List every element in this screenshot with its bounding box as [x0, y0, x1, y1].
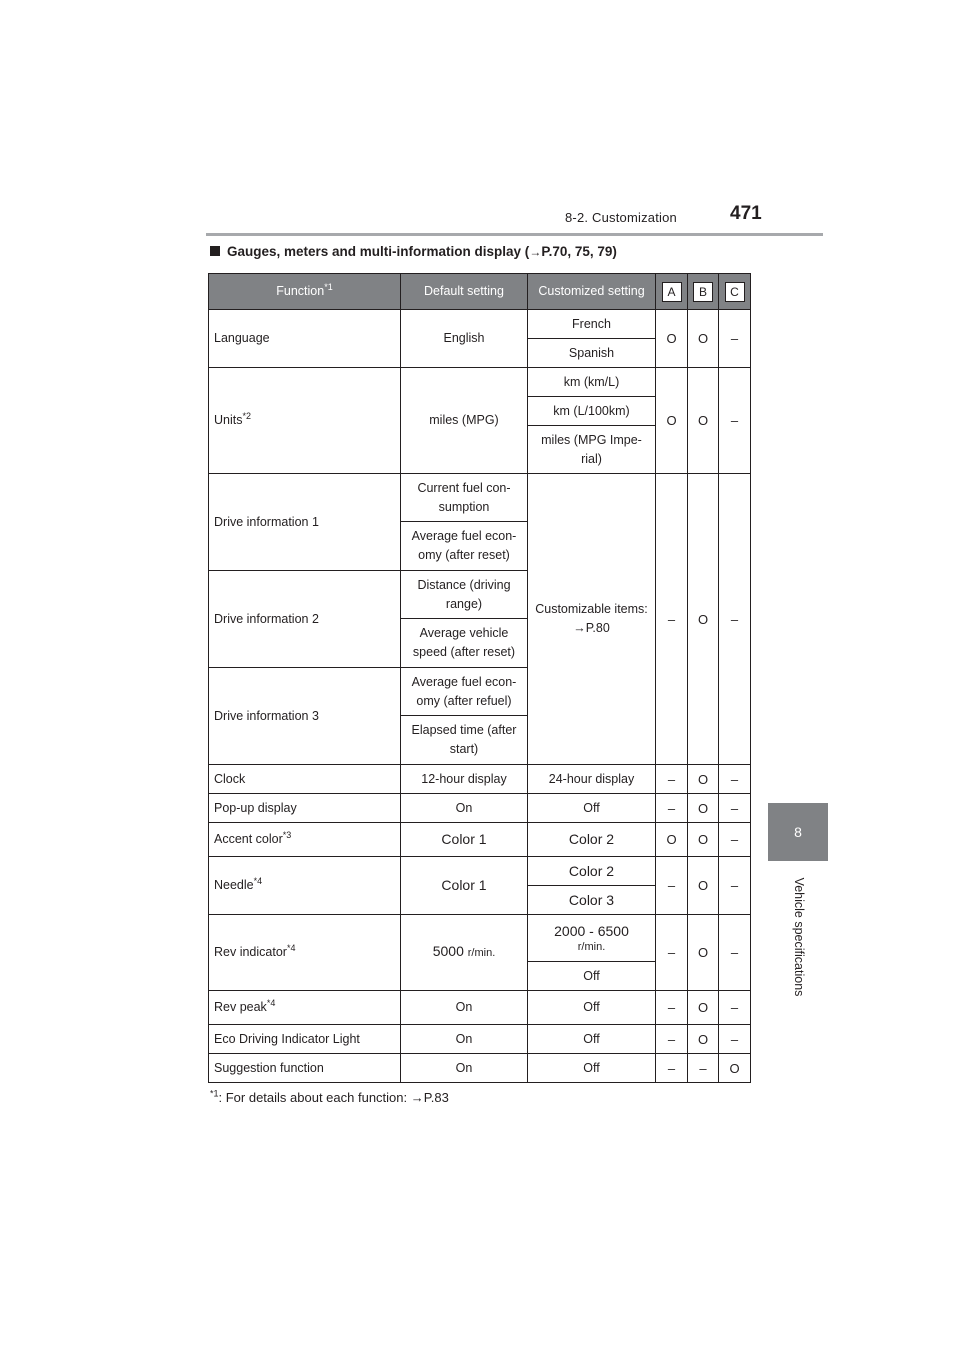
default-cell: On: [401, 1054, 528, 1083]
table-row: [209, 474, 751, 522]
custom-cell: miles (MPG Impe-rial): [528, 426, 656, 474]
default-cell: English: [401, 310, 528, 368]
table-row: [209, 368, 751, 397]
default-cell: Average fuel econ-omy (after reset): [401, 522, 528, 571]
mark-b: O: [688, 474, 719, 765]
custom-cell: Spanish: [528, 339, 656, 368]
header-default: Default setting: [401, 274, 528, 310]
custom-cell: Color 3: [528, 886, 656, 915]
header-c: C: [719, 274, 751, 310]
custom-cell: Off: [528, 794, 656, 823]
header-customized: Customized setting: [528, 274, 656, 310]
table-row: [209, 794, 751, 823]
mark-b: O: [688, 765, 719, 794]
mark-b: O: [688, 915, 719, 991]
table-row: [209, 1054, 751, 1083]
subsection-heading: [210, 244, 617, 259]
mark-c: –: [719, 991, 751, 1025]
arrow-icon: →: [410, 1090, 424, 1105]
function-cell: Drive information 3: [209, 668, 401, 765]
default-cell: 12-hour display: [401, 765, 528, 794]
default-cell: Current fuel con-sumption: [401, 474, 528, 522]
mark-c: –: [719, 474, 751, 765]
default-cell: On: [401, 794, 528, 823]
table-row: [209, 1025, 751, 1054]
function-cell: Drive information 1: [209, 474, 401, 571]
custom-cell: Customizable items: →P.80: [528, 474, 656, 765]
mark-c: –: [719, 310, 751, 368]
header-a: A: [656, 274, 688, 310]
custom-cell: km (L/100km): [528, 397, 656, 426]
table-row: [209, 857, 751, 886]
table-row: [209, 310, 751, 339]
function-cell: Accent color$^{*3}$: [209, 823, 401, 857]
mark-b: –: [688, 1054, 719, 1083]
function-cell: Language: [209, 310, 401, 368]
mark-a: –: [656, 1054, 688, 1083]
mark-a: –: [656, 857, 688, 915]
mark-c: –: [719, 1025, 751, 1054]
table-row: [209, 915, 751, 962]
function-cell: Eco Driving Indicator Light: [209, 1025, 401, 1054]
square-bullet-icon: [210, 246, 220, 256]
mark-a: –: [656, 794, 688, 823]
custom-cell: 24-hour display: [528, 765, 656, 794]
mark-c: –: [719, 823, 751, 857]
mark-b: O: [688, 794, 719, 823]
default-cell: Average vehicle speed (after reset): [401, 619, 528, 668]
mark-a: O: [656, 368, 688, 474]
function-cell: Suggestion function: [209, 1054, 401, 1083]
table-row: [209, 991, 751, 1025]
mark-a: –: [656, 474, 688, 765]
arrow-icon: →: [529, 245, 542, 259]
arrow-icon: →: [573, 621, 586, 635]
footnote-text: : For details about each function:: [218, 1090, 411, 1105]
custom-cell: Off: [528, 991, 656, 1025]
mark-a: –: [656, 765, 688, 794]
default-cell: Color 1: [401, 857, 528, 915]
header-b: B: [688, 274, 719, 310]
mark-b: O: [688, 991, 719, 1025]
mark-c: –: [719, 368, 751, 474]
mark-b: O: [688, 823, 719, 857]
customization-table: [208, 273, 751, 1083]
default-cell: Color 1: [401, 823, 528, 857]
mark-b: O: [688, 368, 719, 474]
footnote-mark: *1: [210, 1088, 219, 1099]
custom-cell: km (km/L): [528, 368, 656, 397]
chapter-number: 8: [794, 824, 802, 840]
default-cell: 5000 r/min.: [401, 915, 528, 991]
function-cell: Rev peak$^{*4}$: [209, 991, 401, 1025]
table-row: [209, 765, 751, 794]
custom-cell: Color 2: [528, 823, 656, 857]
default-cell: miles (MPG): [401, 368, 528, 474]
function-cell: Units$^{*2}$: [209, 368, 401, 474]
header-function: Function$^{*1}$: [209, 274, 401, 310]
mark-a: –: [656, 915, 688, 991]
page-number: 471: [730, 203, 762, 224]
default-cell: Elapsed time (after start): [401, 716, 528, 765]
custom-cell: Off: [528, 962, 656, 991]
mark-b: O: [688, 310, 719, 368]
mark-c: O: [719, 1054, 751, 1083]
footnote: [210, 1090, 449, 1105]
mark-c: –: [719, 765, 751, 794]
custom-cell: French: [528, 310, 656, 339]
custom-cell: Off: [528, 1025, 656, 1054]
mark-c: –: [719, 857, 751, 915]
table-row: [209, 823, 751, 857]
function-cell: Clock: [209, 765, 401, 794]
chapter-tab: [768, 803, 828, 861]
footnote-ref: P.83: [423, 1090, 449, 1105]
mark-a: O: [656, 310, 688, 368]
mark-b: O: [688, 857, 719, 915]
heading-refs: P.70, 75, 79): [541, 244, 617, 259]
default-cell: On: [401, 991, 528, 1025]
default-cell: On: [401, 1025, 528, 1054]
mark-c: –: [719, 915, 751, 991]
function-cell: Needle$^{*4}$: [209, 857, 401, 915]
function-cell: Pop-up display: [209, 794, 401, 823]
mark-a: O: [656, 823, 688, 857]
table-header-row: [209, 274, 751, 310]
mark-a: –: [656, 991, 688, 1025]
mark-b: O: [688, 1025, 719, 1054]
custom-cell: 2000 - 6500 r/min.: [528, 915, 656, 962]
default-cell: Average fuel econ-omy (after refuel): [401, 668, 528, 716]
mark-c: –: [719, 794, 751, 823]
function-cell: Rev indicator$^{*4}$: [209, 915, 401, 991]
custom-cell: Color 2: [528, 857, 656, 886]
default-cell: Distance (driving range): [401, 571, 528, 619]
custom-cell: Off: [528, 1054, 656, 1083]
section-title: 8-2. Customization: [565, 210, 677, 225]
mark-a: –: [656, 1025, 688, 1054]
chapter-title: Vehicle specifications: [792, 877, 806, 997]
header-rule: [206, 233, 823, 236]
function-cell: Drive information 2: [209, 571, 401, 668]
heading-text: Gauges, meters and multi-information display (: [227, 244, 530, 259]
